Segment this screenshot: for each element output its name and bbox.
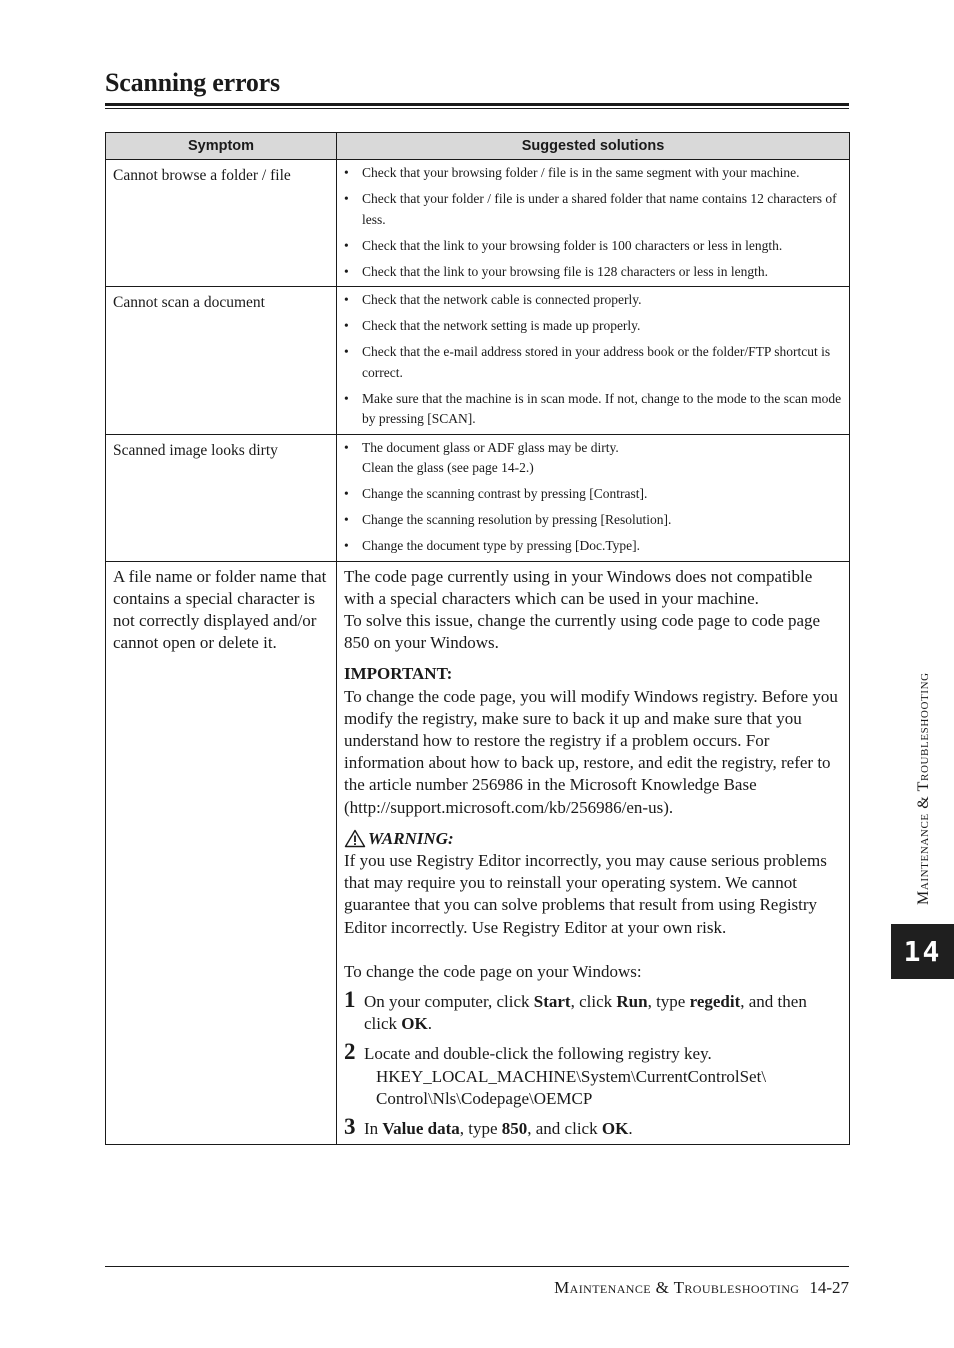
solution-item: • Change the scanning contrast by pressing [Contrast]. <box>343 484 843 505</box>
bullet: • <box>344 439 349 455</box>
table-row <box>106 160 850 287</box>
bullet: • <box>344 390 349 406</box>
bullet: • <box>344 191 349 206</box>
bullet: • <box>344 292 349 307</box>
solutions-cell <box>337 160 850 287</box>
solution-item: • Check that the network cable is connected properly. <box>343 290 843 311</box>
intro-text-2: To solve this issue, change the currently using code page to code page 850 on your Windows. <box>344 610 821 653</box>
footer-rule <box>105 1266 849 1267</box>
bullet: • <box>344 512 349 527</box>
step-number: 2 <box>344 1039 356 1065</box>
solutions-cell <box>337 287 850 435</box>
solution-item: • Check that your browsing folder / file is in the same segment with your machine. <box>343 163 843 184</box>
symptom-cell: Cannot browse a folder / file <box>106 160 337 287</box>
registry-key: HKEY_LOCAL_MACHINE\System\CurrentControlSet\ Control\Nls\Codepage\OEMCP <box>376 1066 767 1108</box>
step-number: 3 <box>344 1113 356 1139</box>
steps-intro: To change the code page on your Windows: <box>344 961 642 981</box>
page-title: Scanning errors <box>105 68 280 97</box>
warning-triangle-icon <box>344 829 366 848</box>
solution-item: • The document glass or ADF glass may be dirty. Clean the glass (see page 14-2.) <box>344 439 619 475</box>
table-row <box>106 561 850 1145</box>
solutions-cell <box>337 434 850 561</box>
intro-text: The code page currently using in your Windows does not compatible with a special characters which can be used in your machine. <box>344 566 813 608</box>
symptom-cell: Scanned image looks dirty <box>106 434 337 561</box>
solution-item: • Check that the network setting is made up properly. <box>343 316 843 337</box>
warning-heading <box>344 828 843 850</box>
solution-item: • Make sure that the machine is in scan mode. If not, change to the mode to the scan mode by pressing [SCAN]. <box>344 390 842 426</box>
side-section-label: Maintenance & Troubleshooting <box>915 672 932 905</box>
table-row <box>106 287 850 435</box>
solution-item: • Change the document type by pressing [Doc.Type]. <box>343 536 843 557</box>
symptom-cell: Cannot scan a document <box>106 287 337 435</box>
important-text: To change the code page, you will modify Windows registry. Before you modify the registry, make sure to back it up and make sure that you understand how to restore the registry if a problem occurs. For information about how to back up, restore, and edit the registry, refer to the article number 256986 in the Microsoft Knowledge Base (http://support.microsoft.com/kb/256986/en-us). <box>344 686 838 817</box>
warning-label: WARNING: <box>368 828 454 848</box>
bullet: • <box>344 263 349 279</box>
symptom-cell: A file name or folder name that contains a special character is not correctly displayed and/or cannot open or delete it. <box>106 561 337 1145</box>
bullet: • <box>344 237 349 253</box>
footer <box>554 1278 849 1298</box>
solution-item: • Check that the link to your browsing file is 128 characters or less in length. <box>343 262 843 283</box>
bullet: • <box>344 486 349 501</box>
page-number: 14-27 <box>809 1278 849 1297</box>
symptom-header: Symptom <box>106 133 337 160</box>
bullet: • <box>344 538 349 553</box>
solution-item: • Check that your folder / file is under a shared folder that name contains 12 characters of less. <box>344 191 837 227</box>
step-2: 2 Locate and double-click the following registry key. HKEY_LOCAL_MACHINE\System\CurrentControlSet\ Control\Nls\Codepage\OEMCP <box>344 1043 843 1110</box>
footer-section: Maintenance & Troubleshooting <box>554 1278 800 1297</box>
title-rule-thick <box>105 103 849 106</box>
bullet: • <box>344 344 349 359</box>
step-3: 3 In Value data, type 850, and click OK. <box>344 1113 633 1139</box>
title-rule-thin <box>105 108 849 109</box>
bullet: • <box>344 318 349 333</box>
solution-item: • Change the scanning resolution by pressing [Resolution]. <box>343 510 843 531</box>
table-header-row <box>106 133 850 160</box>
scanning-errors-table <box>105 132 850 1145</box>
solutions-cell <box>337 561 850 1145</box>
important-heading: IMPORTANT: <box>344 664 453 684</box>
table-row <box>106 434 850 561</box>
warning-text: If you use Registry Editor incorrectly, you may cause serious problems that may require you to reinstall your operating system. We cannot guarantee that you can solve problems that result from using Registry Editor incorrectly. Use Registry Editor at your own risk. <box>344 850 827 937</box>
solutions-header: Suggested solutions <box>337 133 850 160</box>
solution-item: • Check that the link to your browsing folder is 100 characters or less in length. <box>343 236 843 257</box>
bullet: • <box>344 165 349 180</box>
solution-item: • Check that the e-mail address stored in your address book or the folder/FTP shortcut is correct. <box>344 344 831 380</box>
step-1: 1 On your computer, click Start, click Run, type regedit, and then click OK. <box>344 986 807 1034</box>
chapter-tab: 14 <box>891 924 954 979</box>
step-number: 1 <box>344 986 356 1012</box>
